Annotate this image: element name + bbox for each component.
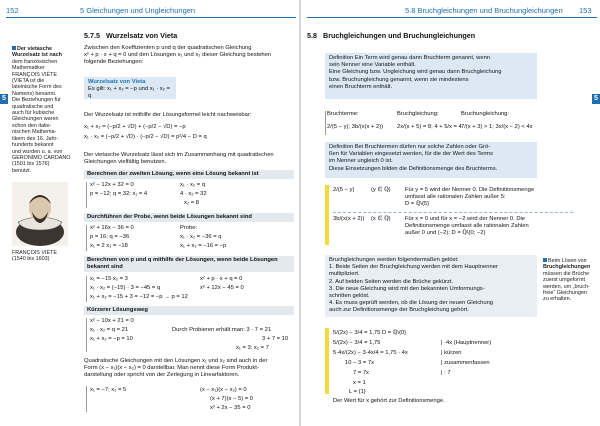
procedure-box: Bruchgleichungen werden folgendermaßen gelöst: 1. Beide Seiten der Bruchgleichung werden mit dem Hauptnenner multipliziert. 2. Auf beiden Seiten werden die Brüche gekürzt. 3. Die neue Gleichung wird mit den bekannten Umformungs- schritten gelöst. 4. Es muss geprüft werden, ob die Lösung der neuen Gleichung auch zur Definitionsmenge der Bruchgleichung gehört. — [325, 255, 537, 317]
example-line: p = 16; q = −36 — [90, 234, 130, 240]
section-heading: 5.7.5 Wurzelsatz von Vieta — [84, 31, 178, 40]
example-line: x² + 16x − 36 = 0 — [90, 225, 134, 231]
example-bar: Durchführen der Probe, wenn beide Lösungen bekannt sind — [84, 213, 294, 222]
chapter-header: 5.8 Bruchgleichungen und Bruchungleichungen — [405, 6, 563, 15]
example-line: x₁ · x₂ = −36 = q — [180, 234, 222, 240]
conclusion-text: Der Wert für x gehört zur Definitionsmenge. — [333, 398, 445, 404]
proof-line: x₁ + x₂ = (−p/2 + √D) + (−p/2 − √D) = −p — [84, 124, 186, 130]
note-marker-icon — [12, 46, 16, 50]
example-line: x₁ + x₂ = −16 = −p — [180, 243, 227, 249]
example-line: x₂ = 8 — [184, 200, 199, 206]
portrait-caption: FRANÇOIS VIÈTE (1540 bis 1603) — [12, 250, 57, 263]
example-line: Durch Probieren erhält man: 3 · 7 = 21 — [172, 327, 272, 333]
example-line: x₁ = 3; x₂ = 7 — [236, 345, 269, 351]
example-bar: Berechnen der zweiten Lösung, wenn eine Lösung bekannt ist — [84, 170, 294, 179]
solution-line: x = 1 — [353, 380, 366, 386]
factor-paragraph: Quadratische Gleichungen mit den Lösungen x₁ und x₂ sind auch in der Form (x − x₁)(x − x₂) = 0 darstellbar. Man nennt diese Form Produkt- darstellung oder spricht von der Zerlegung in Linearfaktoren. — [84, 358, 268, 379]
example-line: x² + 12x − 45 = 0 — [200, 285, 244, 291]
margin-note: Der vietasche Wurzelsatz ist nach dem französischen Mathematiker FRANÇOIS VIÈTE (VIETA ist die lateinische Form des Namens) benannt. Die Beziehungen für quadratische und auch für kubische Gleichungen waren schon den italie- nischen Mathema- tikern des 16. Jahr- hunderts bekannt und wurden u. a. von GERONIMO CARDANO (1501 bis 1576) benutzt. — [12, 46, 71, 174]
usage-paragraph: Der vietasche Wurzelsatz lässt sich im Zusammenhang mit quadratischen Gleichungen vielfältig benutzen. — [84, 152, 274, 166]
solution-line: 5·4x/(2x) − 3·4x/4 = 1,75 · 4x — [333, 350, 408, 356]
solution-line: 7 = 7x — [353, 370, 369, 376]
example-line: x² − 12x + 32 = 0 — [90, 182, 134, 188]
chapter-tab: 5 — [592, 94, 600, 104]
example-rule — [86, 386, 87, 412]
header-rule — [6, 17, 296, 18]
chapter-header: 5 Gleichungen und Ungleichungen — [80, 6, 196, 15]
solution-step: | zusammenfassen — [441, 360, 490, 366]
example-rule — [86, 318, 87, 352]
example-line: 3 + 7 = 10 — [262, 336, 289, 342]
example-rule — [86, 225, 87, 251]
page-number: 153 — [579, 6, 592, 15]
example-rule — [86, 182, 87, 208]
definition-box: Definition Ein Term wird genau dann Bruchterm genannt, wenn sein Nenner eine Variable enthält. Eine Gleichung bzw. Ungleichung wird genau dann Bruchgleichung bzw. Bruchungleichung genannt, wenn sie mindestens einen Bruchterm enthält. — [325, 53, 537, 99]
example-term: 3b/(x(x + 2)) — [333, 216, 365, 222]
margin-note: Beim Lösen von Bruchgleichungen müssen die Brüche zuerst umgeformt werden, um „bruch- freie“ Gleichungen zu erhalten. — [543, 258, 591, 303]
example-line: Probe: — [180, 225, 198, 231]
term-example: 2/(5 − y); 3b/(x(x + 2)) — [327, 124, 384, 130]
example-line: x² + p · x + q = 0 — [200, 276, 243, 282]
example-term: 2/(5 − y) — [333, 187, 355, 193]
section-heading: 5.8 Bruchgleichungen und Bruchungleichungen — [307, 31, 476, 40]
solution-line: L = {1} — [349, 389, 366, 395]
example-line: x² − 10x + 21 = 0 — [90, 318, 134, 324]
term-example: 7/(x + 3) > 1; 3x/(x − 2) < 4x — [461, 124, 533, 130]
example-line: x₁ · x₂ = (−15) · 3 = −45 = q — [90, 285, 161, 291]
example-line: x² + 2x − 35 = 0 — [210, 405, 251, 411]
separator — [333, 212, 573, 213]
variable-domain: (x ∈ ℚ) — [371, 216, 391, 222]
example-line: x₁ · x₂ = q = 21 — [90, 327, 129, 333]
theorem-box: Wurzelsatz von Vieta Es gilt: x₁ + x₂ = −p und x₁ · x₂ = q — [84, 77, 176, 99]
example-explanation: Für x = 0 und für x = −2 wird der Nenner 0. Die Definitionsmenge umfasst alle rationalen Zahlen außer 0 und (−2): D = ℚ\{0; −2} — [405, 216, 529, 237]
example-marker — [325, 328, 329, 394]
solution-line: 10 − 3 = 7x — [345, 360, 375, 366]
example-line: x₁ + x₂ = −p = 10 — [90, 336, 133, 342]
definition-box: Definition Bei Bruchtermen dürfen nur solche Zahlen oder Grö- ßen für Variablen eingesetzt werden, für die der Wert des Terms im Nenner ungleich 0 ist. Diese Einsetzungen bilden die Definitionsmenge des Bruchterms. — [325, 142, 537, 178]
solution-line: 5/(2x) − 3/4 = 1,75 — [333, 340, 381, 346]
note-marker-icon — [543, 258, 547, 262]
solution-step: | kürzen — [441, 350, 462, 356]
example-bar: Berechnen von p und q mithilfe der Lösungen, wenn beide Lösungen bekannt sind — [84, 256, 294, 272]
example-line: x₁ · x₂ = q — [180, 182, 205, 188]
example-bar: Kürzerer Lösungsweg — [84, 306, 294, 315]
example-line: 4 · x₂ = 32 — [180, 191, 207, 197]
chapter-tab: 5 — [0, 94, 8, 104]
term-label: Bruchgleichung: — [397, 111, 439, 117]
solution-line: 5/(2x) − 3/4 = 1,75 D = ℚ\{0} — [333, 330, 407, 336]
portrait-image — [12, 182, 68, 246]
left-page — [0, 0, 299, 426]
example-line: x₁ = −7; x₂ = 5 — [90, 387, 127, 393]
proof-intro: Der Wurzelsatz ist mithilfe der Lösungsformel leicht nachweisbar: — [84, 112, 252, 118]
example-line: x₁ + x₂ = −15 + 3 = −12 = −p → p = 12 — [90, 294, 188, 300]
solution-step: | : 7 — [441, 370, 451, 376]
example-line: x₁ = −15 x₂ = 3 — [90, 276, 128, 282]
proof-line: x₁ · x₂ = (−p/2 + √D) · (−p/2 − √D) = p²/4 − D = q — [84, 134, 207, 140]
right-page — [301, 0, 600, 426]
intro-paragraph: Zwischen den Koeffizienten p und q der quadratischen Gleichung x² + p · x + q = 0 und den Lösungen x₁ und x₂ dieser Gleichung bestehen folgende Beziehungen: — [84, 45, 272, 66]
variable-domain: (y ∈ ℚ) — [371, 187, 391, 193]
header-rule — [307, 17, 597, 18]
term-label: Bruchungleichung: — [461, 111, 510, 117]
page-number: 152 — [6, 6, 19, 15]
solution-step: | ·4x (Hauptnenner) — [441, 340, 492, 346]
example-rule — [325, 111, 326, 135]
example-line: (x + 7)(x − 5) = 0 — [210, 396, 254, 402]
example-marker — [325, 185, 329, 245]
example-line: (x − x₁)(x − x₂) = 0 — [200, 387, 247, 393]
example-line: x₁ = 2 x₂ = −18 — [90, 243, 128, 249]
term-example: 2x/(x + 5) = 8; 4 + 5/x = 4 — [397, 124, 462, 130]
example-explanation: Für y = 5 wird der Nenner 0. Die Definitionsmenge umfasst alle rationalen Zahlen außer 5: D = ℚ\{5} — [405, 187, 535, 208]
example-line: p = −12; q = 32; x₁ = 4 — [90, 191, 148, 197]
term-label: Bruchterme: — [327, 111, 359, 117]
example-rule — [86, 276, 87, 302]
